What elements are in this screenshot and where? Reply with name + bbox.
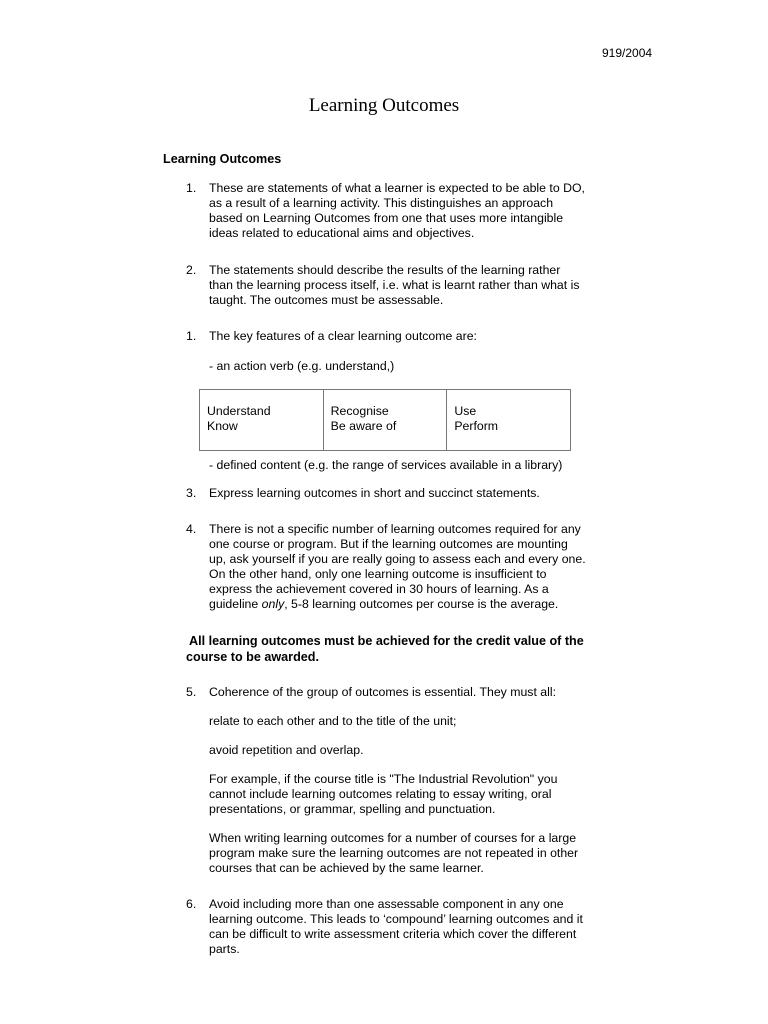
section-heading: Learning Outcomes [163, 152, 282, 166]
feature-action-verb: - an action verb (e.g. understand,) [209, 359, 395, 373]
item-number: 5. [186, 685, 197, 699]
table-cell [323, 390, 447, 451]
text-line: ideas related to educational aims and objectives. [209, 226, 475, 240]
item-5-intro: Coherence of the group of outcomes is essential. They must all: [209, 685, 557, 699]
text-line: than the learning process itself, i.e. what is learnt rather than what is [209, 278, 580, 292]
italic-text: only [261, 597, 285, 611]
item-number: 1. [186, 181, 197, 195]
item-6-text [209, 897, 609, 957]
item-5-writing [209, 831, 609, 876]
item-5-example [209, 772, 609, 817]
text-fragment: guideline [209, 597, 262, 611]
text-line: parts. [209, 942, 240, 956]
table-row [200, 390, 571, 451]
feature-defined-content: - defined content (e.g. the range of services available in a library) [209, 458, 563, 472]
text-line: program make sure the learning outcomes are not repeated in other [209, 846, 579, 860]
item-1-text [209, 181, 609, 241]
item-number: 1. [186, 329, 197, 343]
item-4-text [209, 522, 609, 612]
text-line: cannot include learning outcomes relating to essay writing, oral [209, 787, 552, 801]
item-5-relate: relate to each other and to the title of the unit; [209, 714, 457, 728]
text-line: presentations, or grammar, spelling and punctuation. [209, 802, 496, 816]
text-fragment: , 5-8 learning outcomes per course is the average. [284, 597, 559, 611]
text-line: The statements should describe the results of the learning rather [209, 263, 561, 277]
text-line: up, ask yourself if you are really going to assess each and every one. [209, 552, 586, 566]
text-line: can be difficult to write assessment criteria which cover the different [209, 927, 577, 941]
verb: Recognise [330, 404, 389, 418]
item-number: 3. [186, 486, 197, 500]
text-line: Avoid including more than one assessable component in any one [209, 897, 564, 911]
text-line [209, 597, 609, 612]
text-line: taught. The outcomes must be assessable. [209, 293, 444, 307]
text-line: The key features of a clear learning outcome are: [209, 329, 477, 343]
item-number: 4. [186, 522, 197, 536]
table-cell [200, 390, 324, 451]
text-line: as a result of a learning activity. This distinguishes an approach [209, 196, 554, 210]
text-line: courses that can be achieved by the same learner. [209, 861, 484, 875]
text-line: All learning outcomes must be achieved for the credit value of the [186, 634, 584, 648]
text-line: There is not a specific number of learning outcomes required for any [209, 522, 581, 536]
bold-notice [186, 633, 626, 665]
text-line: express the achievement covered in 30 hours of learning. As a [209, 582, 549, 596]
verb: Be aware of [330, 418, 397, 433]
document-date: 919/2004 [602, 46, 653, 60]
verb: Perform [454, 418, 499, 433]
text-line: one course or program. But if the learning outcomes are mounting [209, 537, 568, 551]
verb: Know [207, 418, 238, 433]
text-line: course to be awarded. [186, 650, 319, 664]
text-line: On the other hand, only one learning outcome is insufficient to [209, 567, 547, 581]
text-line: When writing learning outcomes for a number of courses for a large [209, 831, 577, 845]
item-number: 6. [186, 897, 197, 911]
item-5-avoid: avoid repetition and overlap. [209, 743, 364, 757]
table-cell [447, 390, 571, 451]
text-line: These are statements of what a learner is expected to be able to DO, [209, 181, 585, 195]
item-key-features-text [209, 329, 609, 344]
action-verb-table [199, 389, 571, 451]
item-3-text: Express learning outcomes in short and succinct statements. [209, 486, 540, 500]
text-line: based on Learning Outcomes from one that uses more intangible [209, 211, 564, 225]
text-line: For example, if the course title is "The Industrial Revolution" you [209, 772, 558, 786]
item-2-text [209, 263, 609, 308]
item-number: 2. [186, 263, 197, 277]
verb: Understand [207, 404, 271, 418]
text-line: learning outcome. This leads to ‘compound’ learning outcomes and it [209, 912, 583, 926]
verb: Use [454, 404, 477, 418]
document-title: Learning Outcomes [308, 95, 460, 116]
